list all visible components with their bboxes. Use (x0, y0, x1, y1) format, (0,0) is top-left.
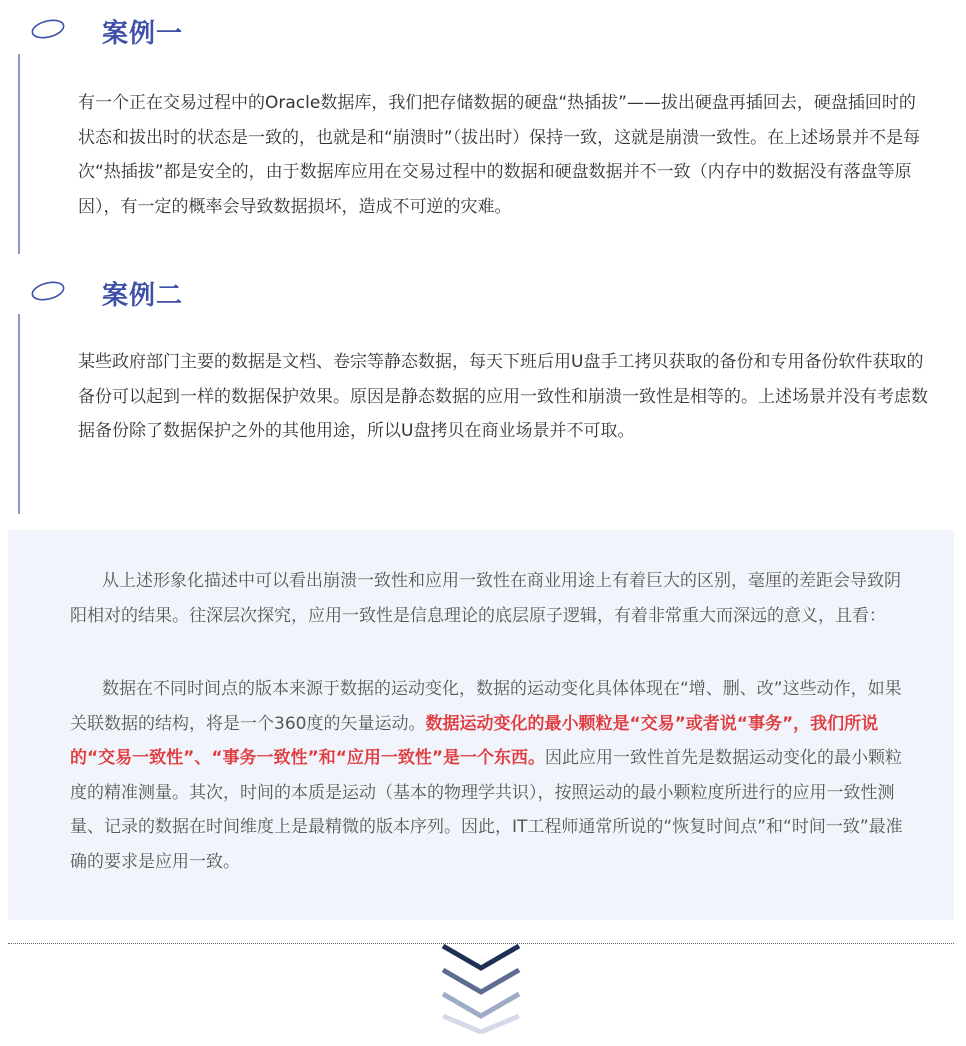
case2-left-rule (18, 314, 20, 514)
summary-box (8, 530, 954, 920)
summary-text-plain: 数据在不同时间点的版本来源于数据的运动变化，数据的运动变化具体体现在“增、删、改”这些动作，如果关联数据的结构，将是一个360度的矢量运动。 (70, 679, 902, 734)
case2-title: 案例二 (102, 281, 184, 311)
ellipse-icon (30, 18, 66, 40)
case2-header (0, 268, 966, 318)
summary-text-plain-end: 因此应用一致性首先是数据运动变化的最小颗粒度的精准测量。其次，时间的本质是运动（基本的物理学共识），按照运动的最小颗粒度所进行的应用一致性测量、记录的数据在时间维度上是最精微的版本序列。因此，IT工程师通常所说的“恢复时间点”和“时间一致”最准确的要求是应用一致。 (70, 748, 903, 872)
case2-paragraph: 某些政府部门主要的数据是文档、卷宗等静态数据，每天下班后用U盘手工拷贝获取的备份和专用备份软件获取的备份可以起到一样的数据保护效果。原因是静态数据的应用一致性和崩溃一致性是相等的。上述场景并没有考虑数据备份除了数据保护之外的其他用途，所以U盘拷贝在商业场景并不可取。 (78, 352, 928, 441)
case1-left-rule (18, 54, 20, 254)
case1-title: 案例一 (102, 19, 184, 49)
ellipse-icon (30, 280, 66, 302)
chevron-down-icon (441, 942, 521, 1034)
summary-paragraph-2 (70, 672, 910, 879)
summary-highlight: 数据运动变化的最小颗粒是“交易”或者说“事务”，我们所说的“交易一致性”、“事务一致性”和“应用一致性”是一个东西。 (70, 713, 879, 768)
case1-paragraph: 有一个正在交易过程中的Oracle数据库，我们把存储数据的硬盘“热插拔”——拔出硬盘再插回去，硬盘插回时的状态和拔出时的状态是一致的，也就是和“崩溃时”（拔出时）保持一致，这就是崩溃一致性。在上述场景并不是每次“热插拔”都是安全的，由于数据库应用在交易过程中的数据和硬盘数据并不一致（内存中的数据没有落盘等原因），有一定的概率会导致数据损坏，造成不可逆的灾难。 (78, 93, 921, 217)
summary-paragraph-1: 从上述形象化描述中可以看出崩溃一致性和应用一致性在商业用途上有着巨大的区别，毫厘的差距会导致阴阳相对的结果。往深层次探究，应用一致性是信息理论的底层原子逻辑，有着非常重大而深远的意义，且看： (70, 571, 901, 626)
case1-header (0, 6, 966, 56)
